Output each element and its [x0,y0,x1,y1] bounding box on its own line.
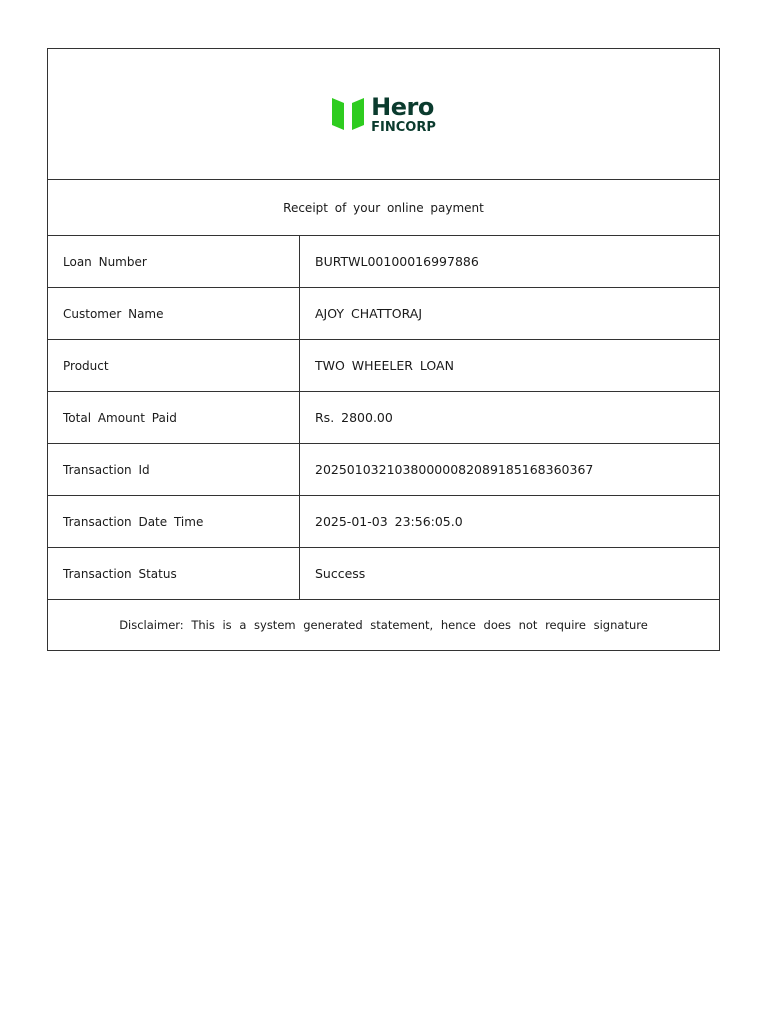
table-row-customer-name [48,288,719,340]
row-value: BURTWL00100016997886 [315,254,479,269]
row-label: Transaction Date Time [48,496,300,547]
table-row-loan-number [48,236,719,288]
hero-fincorp-logo [331,92,436,135]
row-value: Rs. 2800.00 [315,410,393,425]
row-value: TWO WHEELER LOAN [315,358,454,373]
payment-receipt [47,48,720,651]
logo-brand-bottom: FINCORP [371,119,436,135]
logo-header [48,49,719,180]
logo-wordmark [371,92,436,135]
row-value: 20250103210380000082089185168360367 [315,462,594,477]
row-value: Success [315,566,366,581]
disclaimer: Disclaimer: This is a system generated statement, hence does not require signature [119,618,648,632]
hero-logo-mark-icon [331,98,365,130]
table-row-product [48,340,719,392]
row-label: Total Amount Paid [48,392,300,443]
row-value: 2025-01-03 23:56:05.0 [315,514,463,529]
row-value: AJOY CHATTORAJ [315,306,423,321]
row-label: Transaction Status [48,548,300,599]
row-label: Transaction Id [48,444,300,495]
row-label: Product [48,340,300,391]
logo-brand-top: Hero [371,92,434,121]
table-row-transaction-id [48,444,719,496]
table-row-total-amount [48,392,719,444]
table-row-transaction-status [48,548,719,600]
row-label: Loan Number [48,236,300,287]
row-label: Customer Name [48,288,300,339]
table-row-transaction-datetime [48,496,719,548]
receipt-title: Receipt of your online payment [48,180,719,236]
